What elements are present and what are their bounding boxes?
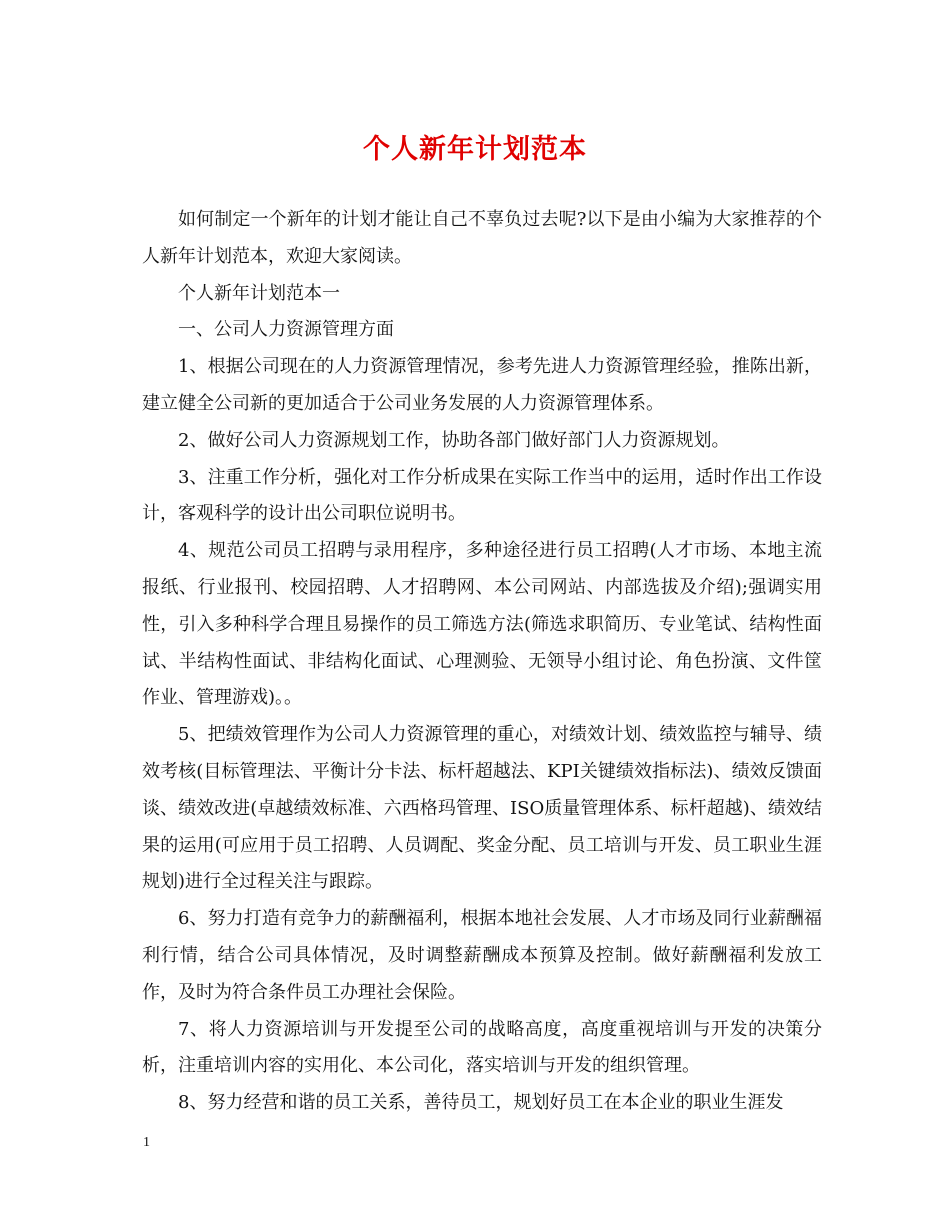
paragraph-item-1: 1、根据公司现在的人力资源管理情况，参考先进人力资源管理经验，推陈出新，建立健全公司新的更加适合于公司业务发展的人力资源管理体系。 bbox=[142, 356, 822, 414]
paragraph-heading: 一、公司人力资源管理方面 bbox=[178, 319, 394, 341]
paragraph-item-4: 4、规范公司员工招聘与录用程序，多种途径进行员工招聘(人才市场、本地主流报纸、行业报刊、校园招聘、人才招聘网、本公司网站、内部选拔及介绍);强调实用性，引入多种科学合理且易操作的员工筛选方法(筛选求职简历、专业笔试、结构性面试、半结构性面试、非结构化面试、心理测验、无领导小组讨论、角色扮演、文件筐作业、管理游戏)。。 bbox=[142, 540, 822, 709]
paragraph-item-7: 7、将人力资源培训与开发提至公司的战略高度，高度重视培训与开发的决策分析，注重培训内容的实用化、本公司化，落实培训与开发的组织管理。 bbox=[142, 1018, 822, 1077]
page-number: 1 bbox=[143, 1135, 150, 1150]
paragraph-item-5: 5、把绩效管理作为公司人力资源管理的重心，对绩效计划、绩效监控与辅导、绩效考核(目标管理法、平衡计分卡法、标杆超越法、KPI关键绩效指标法)、绩效反馈面谈、绩效改进(卓越绩效标准、六西格玛管理、ISO质量管理体系、标杆超越)、绩效结果的运用(可应用于员工招聘、人员调配、奖金分配、员工培训与开发、员工职业生涯规划)进行全过程关注与跟踪。 bbox=[142, 724, 822, 893]
paragraph-section-title: 个人新年计划范本一 bbox=[178, 282, 340, 304]
document-title: 个人新年计划范本 bbox=[363, 134, 587, 165]
paragraph-item-2: 2、做好公司人力资源规划工作，协助各部门做好部门人力资源规划。 bbox=[178, 429, 730, 451]
document-body bbox=[142, 202, 822, 1122]
paragraph-item-8: 8、努力经营和谐的员工关系，善待员工，规划好员工在本企业的职业生涯发 bbox=[178, 1092, 784, 1114]
paragraph-item-3: 3、注重工作分析，强化对工作分析成果在实际工作当中的运用，适时作出工作设计，客观科学的设计出公司职位说明书。 bbox=[142, 466, 822, 525]
paragraph-intro: 如何制定一个新年的计划才能让自己不辜负过去呢?以下是由小编为大家推荐的个人新年计划范本，欢迎大家阅读。 bbox=[142, 209, 822, 267]
paragraph-item-6: 6、努力打造有竞争力的薪酬福利，根据本地社会发展、人才市场及同行业薪酬福利行情，结合公司具体情况，及时调整薪酬成本预算及控制。做好薪酬福利发放工作，及时为符合条件员工办理社会保险。 bbox=[142, 908, 822, 1003]
